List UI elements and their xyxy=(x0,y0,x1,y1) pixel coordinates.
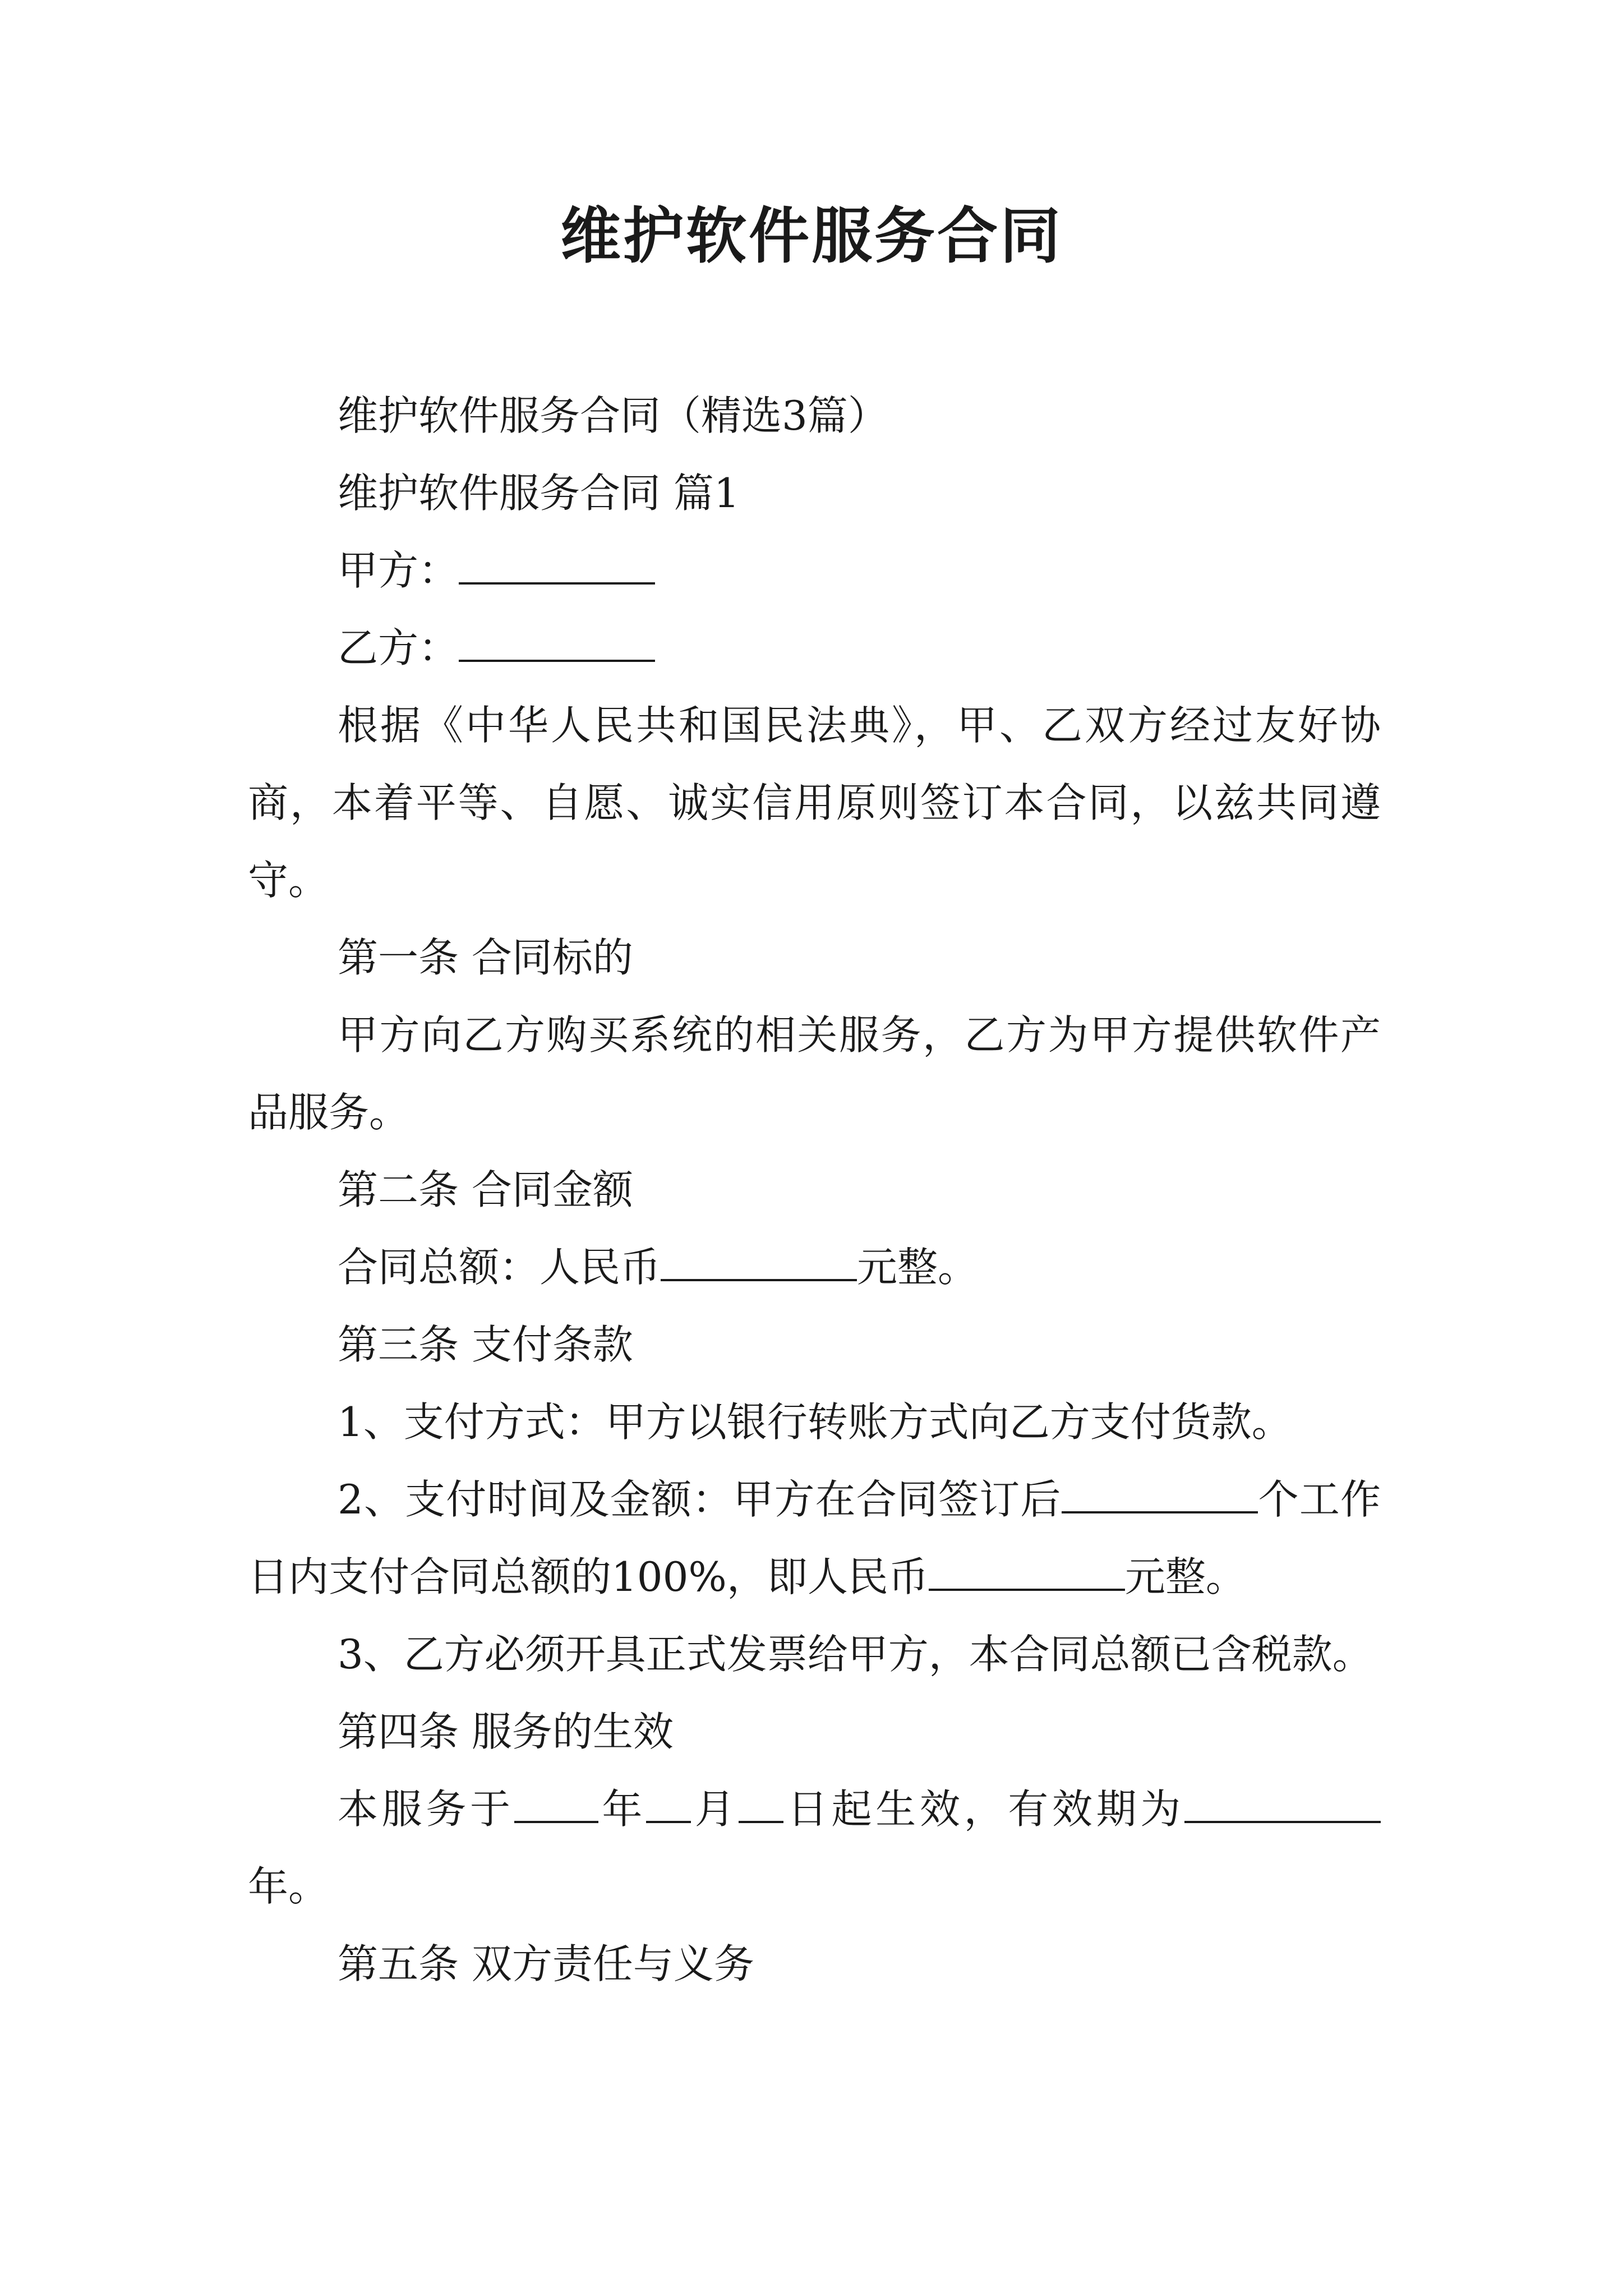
article5-heading: 第五条 双方责任与义务 xyxy=(338,1940,754,1987)
article3-item2-b: 个工作日内支付合同总额的100%，即人民币 xyxy=(248,1476,1381,1600)
workdays-blank xyxy=(1062,1479,1258,1513)
article2-text-b: 元整。 xyxy=(857,1244,979,1291)
article4-text-a: 本服务于 xyxy=(338,1786,514,1833)
article3-item2 xyxy=(248,1461,1381,1616)
validity-blank xyxy=(1184,1788,1381,1823)
article2-heading: 第二条 合同金额 xyxy=(338,1166,633,1213)
month-blank xyxy=(646,1788,691,1823)
contract-amount-blank xyxy=(661,1246,857,1281)
year-blank xyxy=(514,1788,598,1823)
article4-paragraph xyxy=(248,1770,1381,1925)
party-a-label: 甲方： xyxy=(338,547,459,594)
article4-text-d: 日起生效，有效期为 xyxy=(783,1786,1184,1833)
article3-item2-c: 元整。 xyxy=(1124,1553,1246,1600)
day-blank xyxy=(739,1788,783,1823)
article3-item2-a: 2、支付时间及金额：甲方在合同签订后 xyxy=(338,1476,1062,1523)
article4-text-b: 年 xyxy=(598,1786,646,1833)
document-body xyxy=(248,377,1381,2003)
article3-heading: 第三条 支付条款 xyxy=(338,1321,633,1368)
party-a-blank xyxy=(459,550,655,585)
party-b-line xyxy=(248,609,1381,687)
article2-text-a: 合同总额：人民币 xyxy=(338,1244,661,1291)
party-b-blank xyxy=(459,627,655,662)
article4-text-c: 月 xyxy=(690,1786,739,1833)
document-title: 维护软件服务合同 xyxy=(560,201,1063,272)
article3-item1: 1、支付方式：甲方以银行转账方式向乙方支付货款。 xyxy=(338,1398,1292,1446)
article3-item3: 3、乙方必须开具正式发票给甲方，本合同总额已含税款。 xyxy=(338,1631,1373,1678)
document-subtitle: 维护软件服务合同（精选3篇） xyxy=(338,392,888,439)
article4-text-e: 年。 xyxy=(248,1863,329,1910)
preamble-paragraph: 根据《中华人民共和国民法典》，甲、乙双方经过友好协商，本着平等、自愿、诚实信用原则签订本合同，以兹共同遵守。 xyxy=(248,702,1381,904)
chapter-heading: 维护软件服务合同 篇1 xyxy=(338,470,740,517)
article1-heading: 第一条 合同标的 xyxy=(338,934,633,981)
article2-paragraph xyxy=(248,1228,1381,1306)
party-a-line xyxy=(248,532,1381,609)
payment-amount-blank xyxy=(929,1556,1125,1591)
article1-paragraph: 甲方向乙方购买系统的相关服务，乙方为甲方提供软件产品服务。 xyxy=(248,1011,1381,1136)
article4-heading: 第四条 服务的生效 xyxy=(338,1708,674,1755)
party-b-label: 乙方： xyxy=(338,624,459,671)
